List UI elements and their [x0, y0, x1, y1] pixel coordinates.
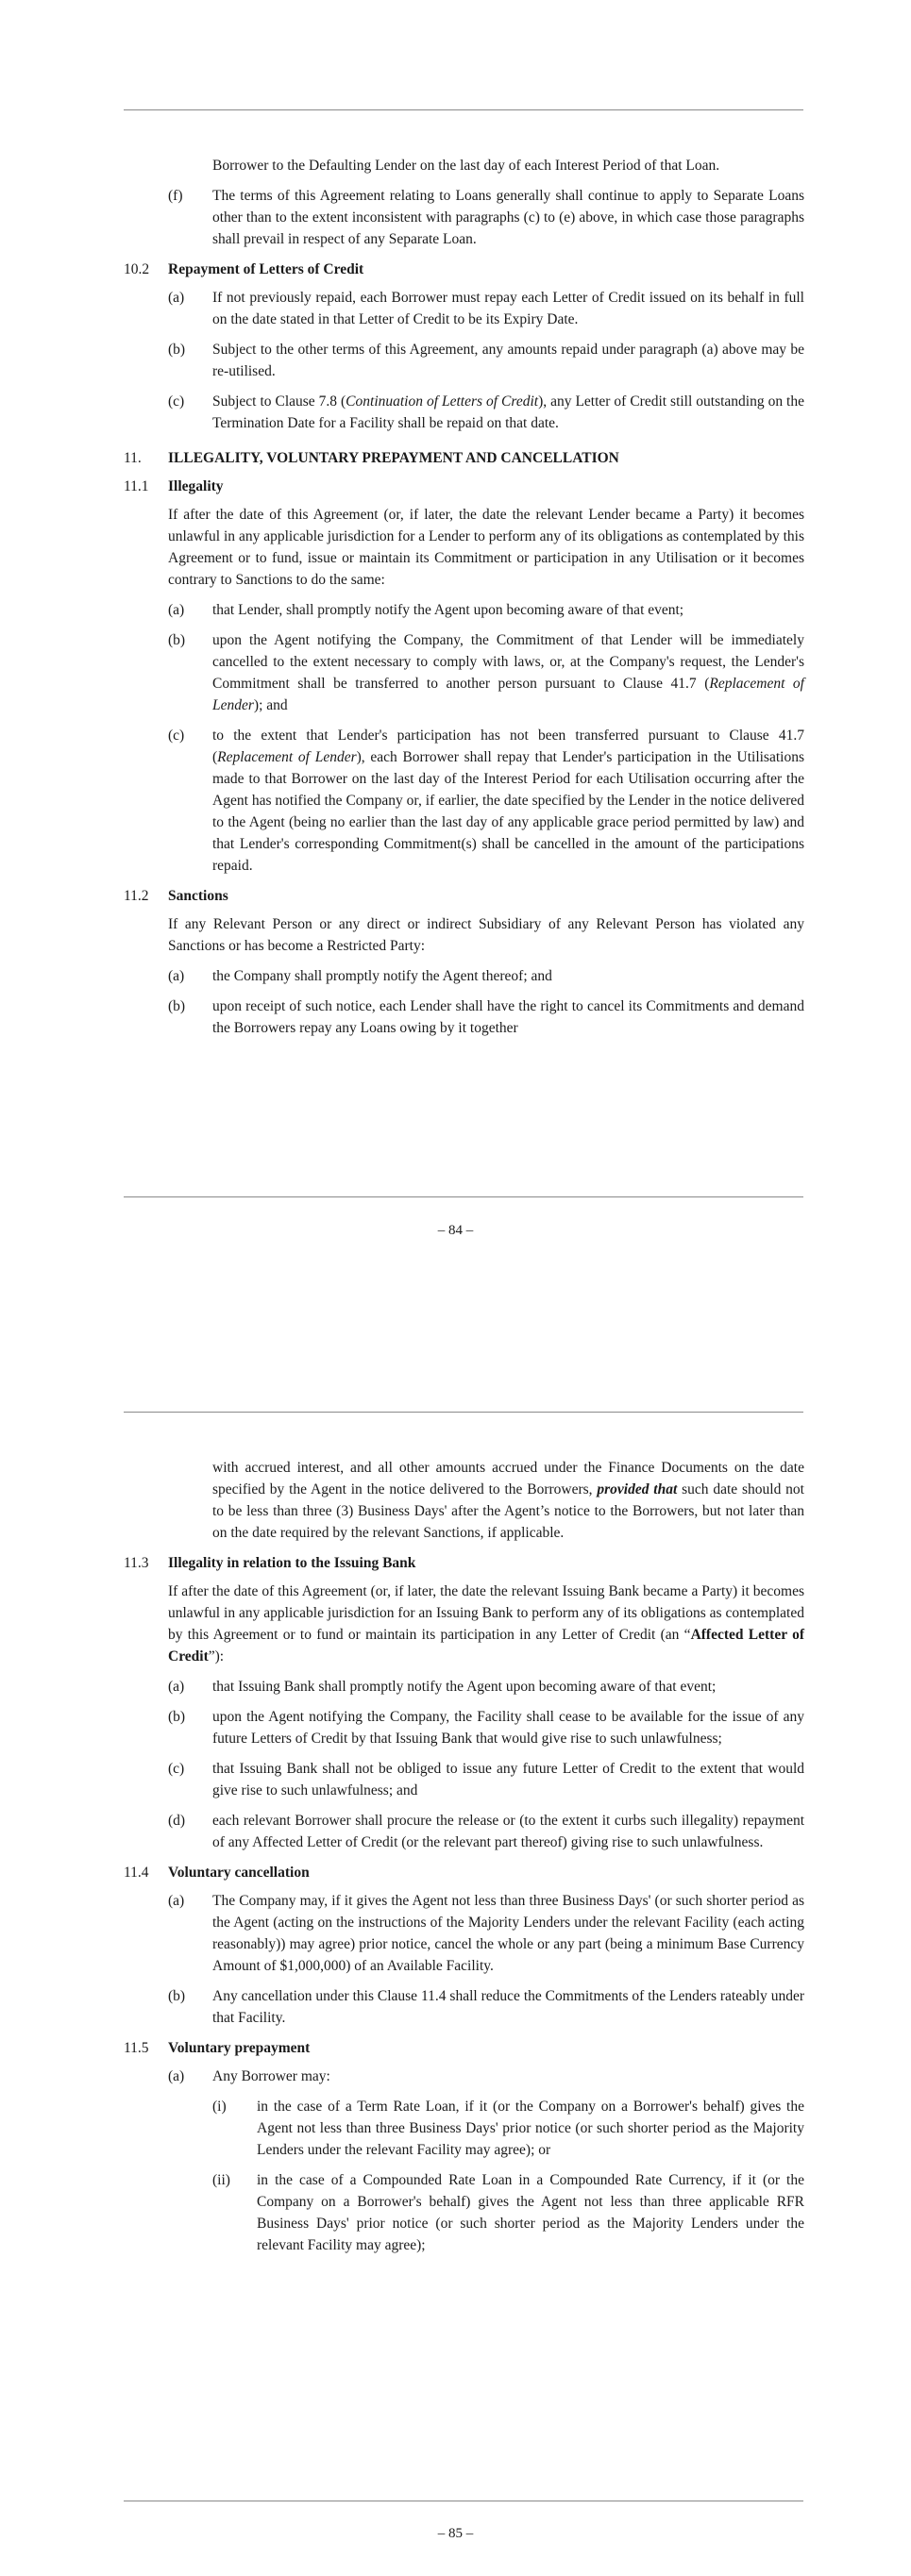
section-11-1-intro: If after the date of this Agreement (or, if later, the date the relevant Lender became a Party) it becomes unlawful in any applicable jurisdiction for a Lender to perform any of its obligations as contemplated by this Agreement or to fund, issue or maintain its Commitment or participation in any Utilisation or it becomes contrary to Sanctions to do the same:: [168, 507, 804, 588]
clause-11-1-a: (a) that Lender, shall promptly notify the Agent upon becoming aware of that event;: [168, 602, 684, 618]
clause-10-2-b: (b) Subject to the other terms of this Agreement, any amounts repaid under paragraph (a) above may be re-utilised.: [168, 342, 804, 379]
clause-11-2-b: (b) upon receipt of such notice, each Lender shall have the right to cancel its Commitments and demand the Borrowers repay any Loans owing by it together: [168, 998, 804, 1036]
section-10-2-heading: 10.2 Repayment of Letters of Credit: [124, 261, 364, 277]
clause-11-1-b: (b) upon the Agent notifying the Company, the Commitment of that Lender will be immediately cancelled to the extent necessary to comply with laws, or, at the Company's request, the Lender's Commitment shall be transferred to another person pursuant to Clause 41.7 (Replacement of Lender); and: [168, 632, 804, 713]
section-11-1-heading: 11.1 Illegality: [124, 478, 224, 494]
page-84-content: [124, 155, 804, 1047]
section-11-4-heading: 11.4 Voluntary cancellation: [124, 1865, 310, 1881]
clause-reference-italic: Continuation of Letters of Credit: [346, 393, 539, 410]
page-top-rule: [124, 109, 803, 110]
clause-11-3-c: (c) that Issuing Bank shall not be obliged to issue any future Letter of Credit to the extent that would give rise to such unlawfulness; and: [168, 1761, 804, 1798]
clause-10-2-c: (c) Subject to Clause 7.8 (Continuation of Letters of Credit), any Letter of Credit still outstanding on the Termination Date for a Facility shall be repaid on that date.: [168, 393, 804, 431]
section-11-3-heading: 11.3 Illegality in relation to the Issuing Bank: [124, 1555, 416, 1571]
clause-11-4-b: (b) Any cancellation under this Clause 11.4 shall reduce the Commitments of the Lenders rateably under that Facility.: [168, 1988, 804, 2026]
section-11-heading: 11. ILLEGALITY, VOLUNTARY PREPAYMENT AND CANCELLATION: [124, 450, 619, 466]
page-top-rule: [124, 1412, 803, 1413]
clause-11-3-d: (d) each relevant Borrower shall procure the release or (to the extent it curbs such illegality) repayment of any Affected Letter of Credit (or the relevant part thereof) giving rise to such unlawfulness.: [168, 1813, 804, 1850]
page-number: – 85 –: [437, 2526, 474, 2541]
clause-11-5-a-i: (i) in the case of a Term Rate Loan, if it (or the Company on a Borrower's behalf) gives the Agent not less than three Business Days' prior notice (or such shorter period as the Majority Lenders under the relevant Facility may agree); or: [212, 2099, 804, 2158]
provided-that-emphasis: provided that: [597, 1481, 678, 1497]
clause-item-f: (f) The terms of this Agreement relating to Loans generally shall continue to apply to Separate Loans other than to the extent inconsistent with paragraphs (c) to (e) above, in which case those paragraphs shall prevail in respect of any Separate Loan.: [168, 188, 804, 247]
section-11-2-intro: If any Relevant Person or any direct or indirect Subsidiary of any Relevant Person has violated any Sanctions or has become a Restricted Party:: [168, 916, 804, 954]
clause-11-3-a: (a) that Issuing Bank shall promptly notify the Agent upon becoming aware of that event;: [168, 1679, 717, 1695]
clause-11-5-a: (a) Any Borrower may:: [168, 2068, 330, 2084]
section-11-3-intro: If after the date of this Agreement (or, if later, the date the relevant Issuing Bank became a Party) it becomes unlawful in any applicable jurisdiction for an Issuing Bank to perform any of its obligations as contemplated by this Agreement or to fund or maintain its participation in any Letter of Credit (an “Affected Letter of Credit”):: [168, 1583, 804, 1664]
page-bottom-rule: [124, 1196, 803, 1197]
clause-11-1-c: (c) to the extent that Lender's participation has not been transferred pursuant to Clause 41.7 (Replacement of Lender), each Borrower shall repay that Lender's participation in the Utilisations made to that Borrower on the last day of the Interest Period for each Utilisation occurring after the Agent has notified the Company or, if earlier, the date specified by the Lender in the notice delivered to the Agent (being no earlier than the last day of any applicable grace period permitted by law) and that Lender's corresponding Commitment(s) shall be cancelled in the amount of the participations repaid.: [168, 728, 804, 874]
clause-11-3-b: (b) upon the Agent notifying the Company, the Facility shall cease to be available for the issue of any future Letters of Credit by that Issuing Bank that would give rise to such unlawfulness;: [168, 1709, 804, 1747]
carry-over-paragraph: with accrued interest, and all other amounts accrued under the Finance Documents on the date specified by the Agent in the notice delivered to the Borrowers, provided that such date should not to be less than three (3) Business Days' after the Agent’s notice to the Borrowers, but not later than on the date required by the relevant Sanctions, if applicable.: [212, 1460, 804, 1541]
carry-over-paragraph: Borrower to the Defaulting Lender on the last day of each Interest Period of that Loan.: [212, 158, 720, 174]
clause-11-2-a: (a) the Company shall promptly notify the Agent thereof; and: [168, 968, 552, 984]
section-11-5-heading: 11.5 Voluntary prepayment: [124, 2040, 311, 2056]
clause-11-4-a: (a) The Company may, if it gives the Agent not less than three Business Days' (or such shorter period as the Agent (acting on the instructions of the Majority Lenders under the relevant Facility (each acting reasonably)) may agree) prior notice, cancel the whole or any part (being a minimum Base Currency Amount of $1,000,000) of an Available Facility.: [168, 1893, 804, 1974]
defined-term: Affected Letter of Credit: [168, 1627, 804, 1664]
section-11-2-heading: 11.2 Sanctions: [124, 888, 228, 904]
clause-11-5-a-ii: (ii) in the case of a Compounded Rate Loan in a Compounded Rate Currency, if it (or the Company on a Borrower's behalf) gives the Agent not less than three applicable RFR Business Days' prior notice (or such shorter period as the Majority Lenders under the relevant Facility may agree);: [212, 2172, 804, 2253]
page-number: – 84 –: [437, 1223, 474, 1238]
clause-10-2-a: (a) If not previously repaid, each Borrower must repay each Letter of Credit issued on its behalf in full on the date stated in that Letter of Credit to be its Expiry Date.: [168, 290, 804, 327]
page-85-content: [124, 1457, 804, 2265]
